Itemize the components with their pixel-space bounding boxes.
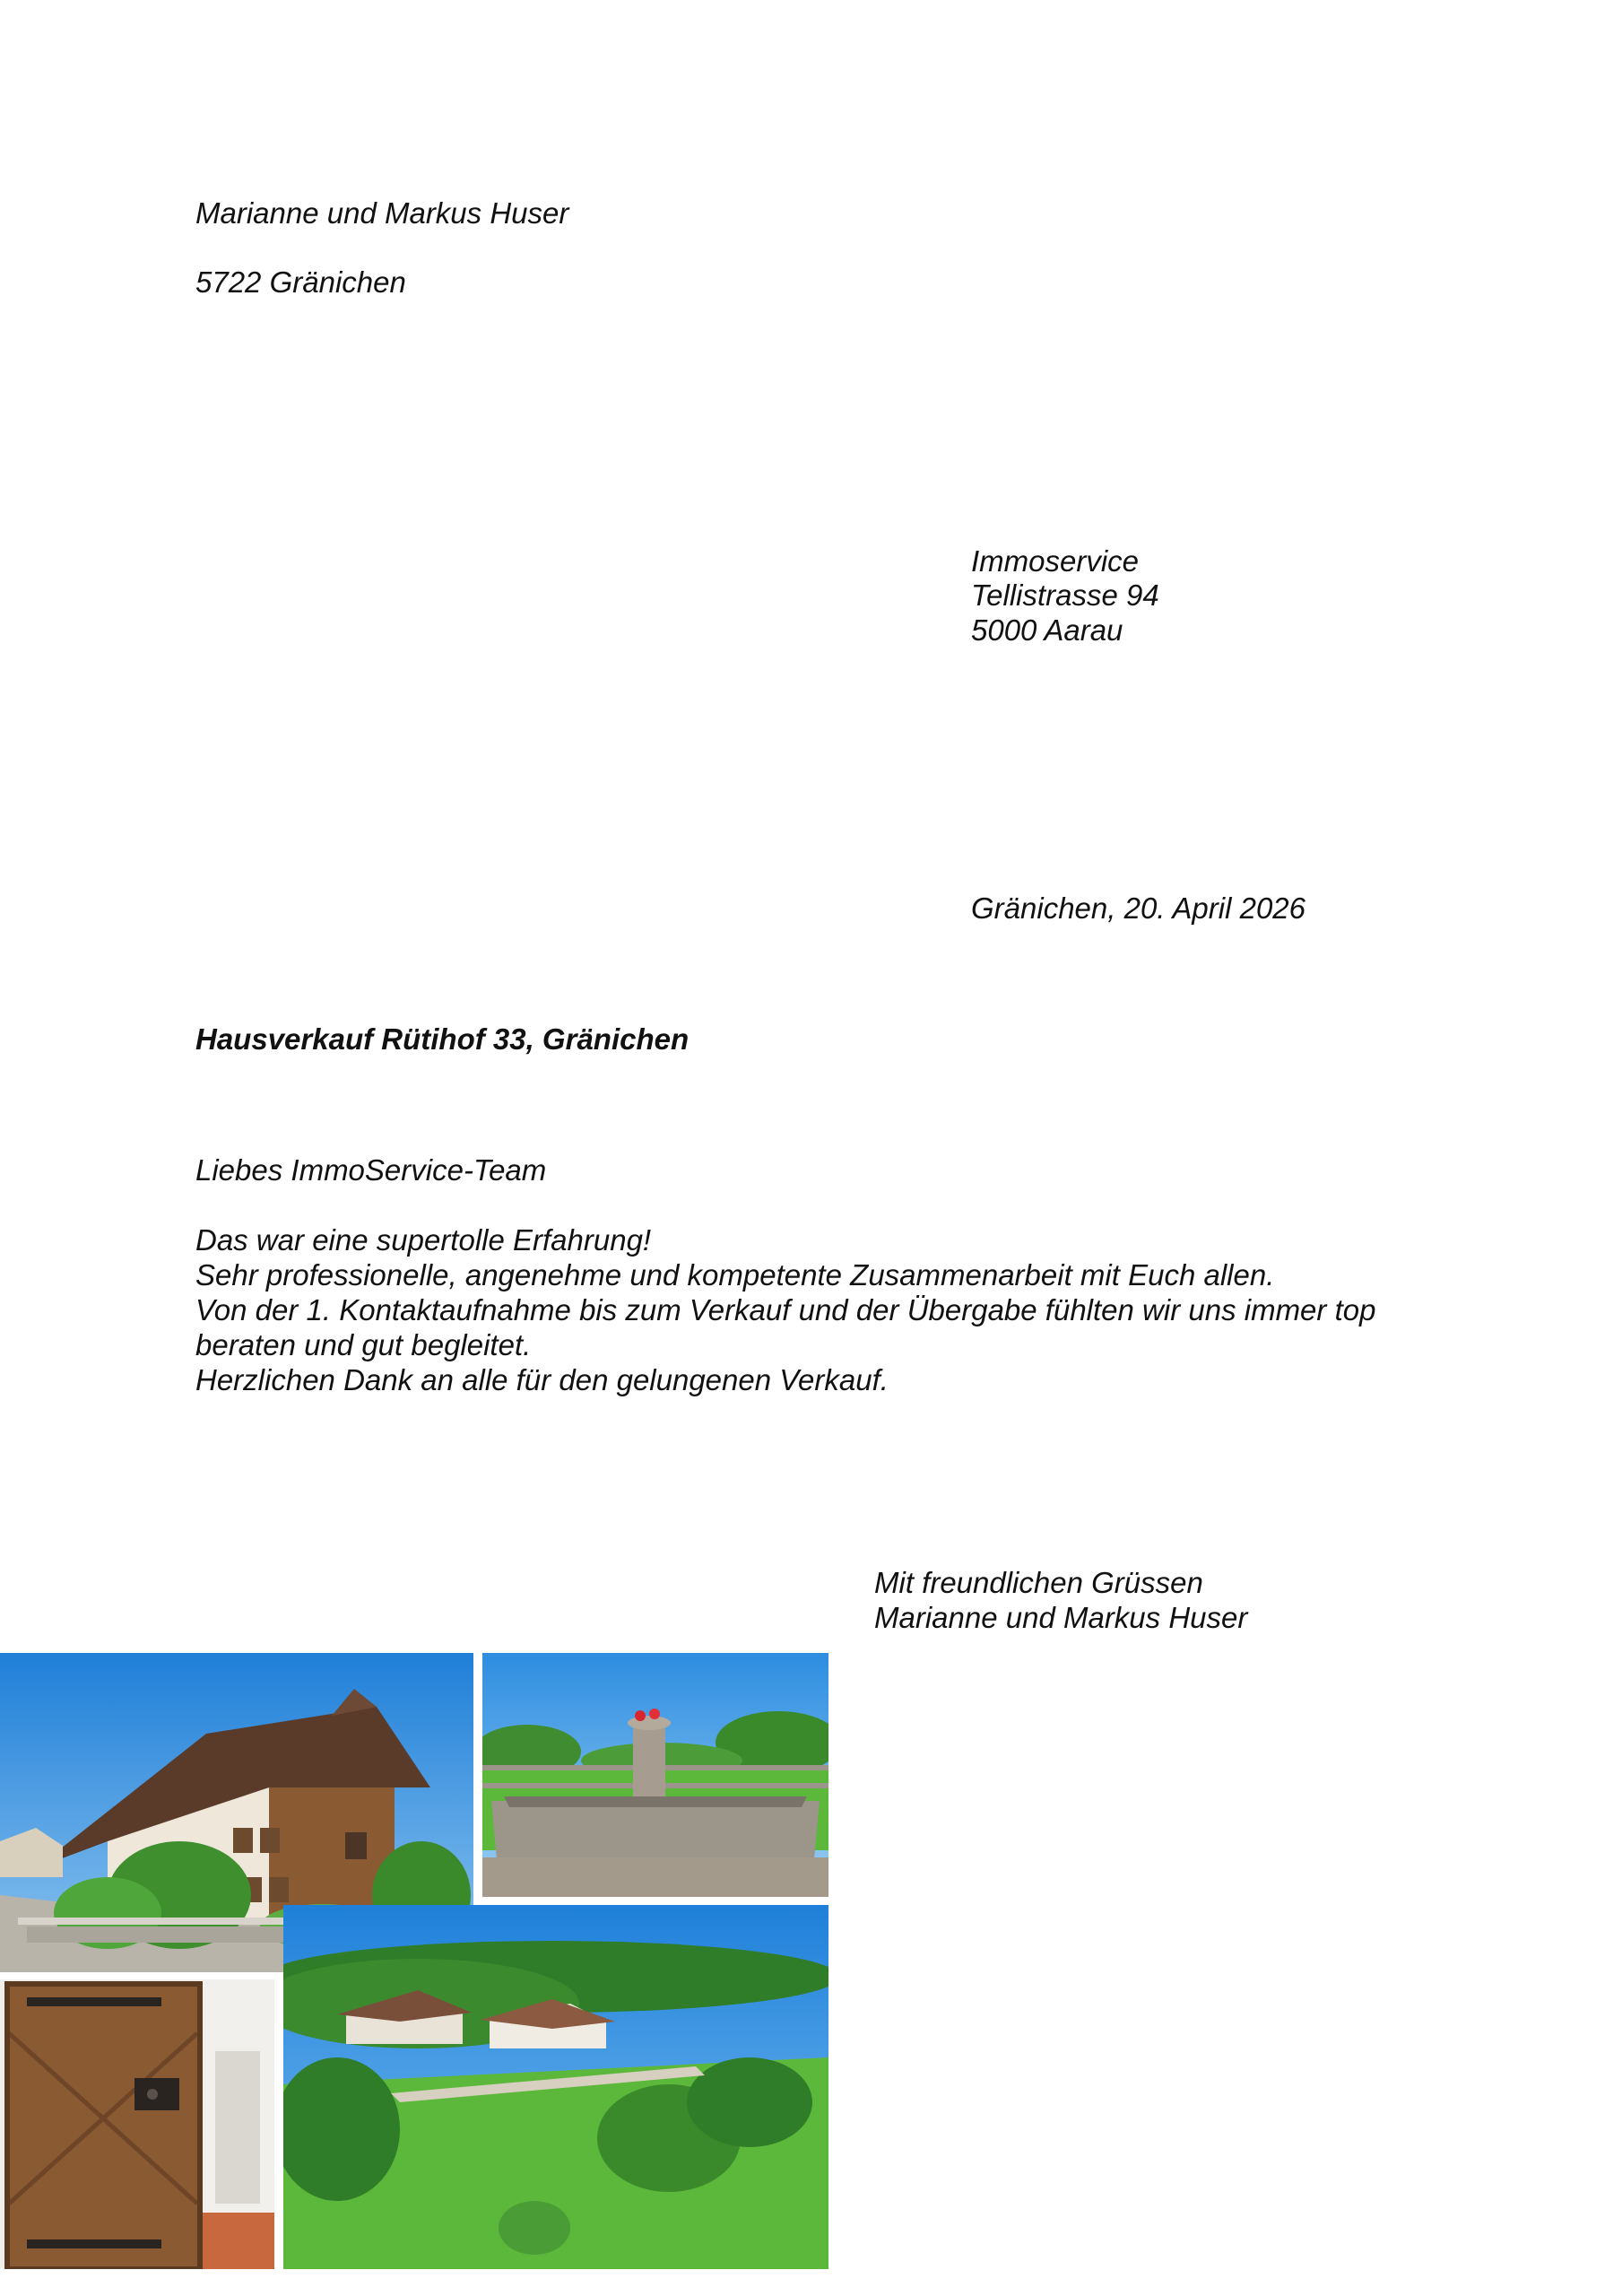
closing-signature: Marianne und Markus Huser [874,1601,1248,1634]
salutation: Liebes ImmoService-Team [195,1153,547,1187]
photo-fountain [482,1653,828,1897]
sender-city: 5722 Gränichen [195,265,406,299]
body-line-4: beraten und gut begleitet. [195,1328,532,1361]
body-line-2: Sehr professionelle, angenehme und kompetente Zusammenarbeit mit Euch allen. [195,1258,1275,1292]
body-line-1: Das war eine supertolle Erfahrung! [195,1223,652,1257]
recipient-city: 5000 Aarau [971,613,1123,647]
photo-aerial-view [283,1905,828,2269]
recipient-street: Tellistrasse 94 [971,578,1159,612]
date-line: Gränichen, 20. April 2026 [971,891,1306,925]
subject-line: Hausverkauf Rütihof 33, Gränichen [195,1022,690,1056]
body-line-3: Von der 1. Kontaktaufnahme bis zum Verkauf und der Übergabe fühlten wir uns immer top [195,1293,1376,1326]
photo-wooden-door [0,1979,274,2269]
body-line-5: Herzlichen Dank an alle für den gelungenen Verkauf. [195,1363,889,1396]
sender-name: Marianne und Markus Huser [195,196,569,230]
closing-greeting: Mit freundlichen Grüssen [874,1566,1203,1599]
recipient-company: Immoservice [971,544,1140,578]
